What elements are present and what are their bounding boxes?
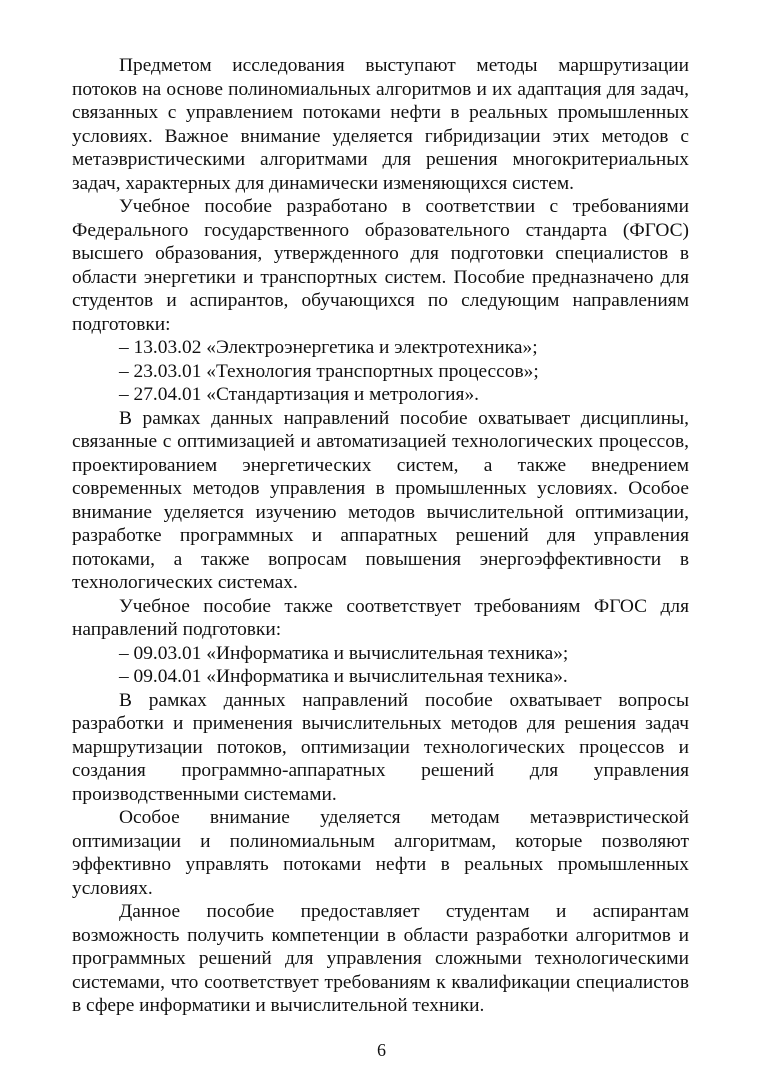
paragraph-research-subject: Предметом исследования выступают методы маршрутизации потоков на основе полиномиальных алгоритмов и их адаптация для задач, связанных с управлением потоками нефти в реальных промышленных условиях. Важное внимание уделяется гибридизации этих методов с метаэвристическими алгоритмами для решения многокритериальных задач, характерных для динамически изменяющихся систем.	[72, 55, 689, 194]
paragraph-computational-methods: В рамках данных направлений пособие охватывает вопросы разработки и применения вычислительных методов для решения задач маршрутизации потоков, оптимизации технологических процессов и создания программно-аппаратных решений для управления производственными системами.	[72, 689, 689, 805]
document-page	[72, 54, 689, 1018]
list-item-13-03-02: – 13.03.02 «Электроэнергетика и электротехника»;	[119, 337, 538, 358]
paragraph-fgos-compliance: Учебное пособие разработано в соответствии с требованиями Федерального государственного образовательного стандарта (ФГОС) высшего образования, утвержденного для подготовки специалистов в области энергетики и транспортных систем. Пособие предназначено для студентов и аспирантов, обучающихся по следующим направлениям подготовки:	[72, 196, 689, 335]
page-number: 6	[377, 1040, 386, 1060]
paragraph-metaheuristic-focus: Особое внимание уделяется методам метаэвристической оптимизации и полиномиальным алгоритмам, которые позволяют эффективно управлять потоками нефти в реальных промышленных условиях.	[72, 807, 689, 899]
paragraph-competencies: Данное пособие предоставляет студентам и аспирантам возможность получить компетенции в области разработки алгоритмов и программных решений для управления сложными технологическими системами, что соответствует требованиям к квалификации специалистов в сфере информатики и вычислительной техники.	[72, 901, 689, 1016]
list-item-27-04-01: – 27.04.01 «Стандартизация и метрология».	[119, 384, 479, 405]
paragraph-disciplines: В рамках данных направлений пособие охватывает дисциплины, связанные с оптимизацией и автоматизацией технологических процессов, проектированием энергетических систем, а также внедрением современных методов управления в промышленных условиях. Особое внимание уделяется изучению методов вычислительной оптимизации, разработке программных и аппаратных решений для управления потоками, а также вопросам повышения энергоэффективности в технологических системах.	[72, 407, 689, 593]
list-item-09-03-01: – 09.03.01 «Информатика и вычислительная техника»;	[119, 642, 569, 664]
paragraph-fgos-also: Учебное пособие также соответствует требованиям ФГОС для направлений подготовки:	[72, 595, 689, 640]
list-item-09-04-01: – 09.04.01 «Информатика и вычислительная техника».	[119, 666, 568, 687]
list-item-23-03-01: – 23.03.01 «Технология транспортных процессов»;	[119, 360, 539, 382]
